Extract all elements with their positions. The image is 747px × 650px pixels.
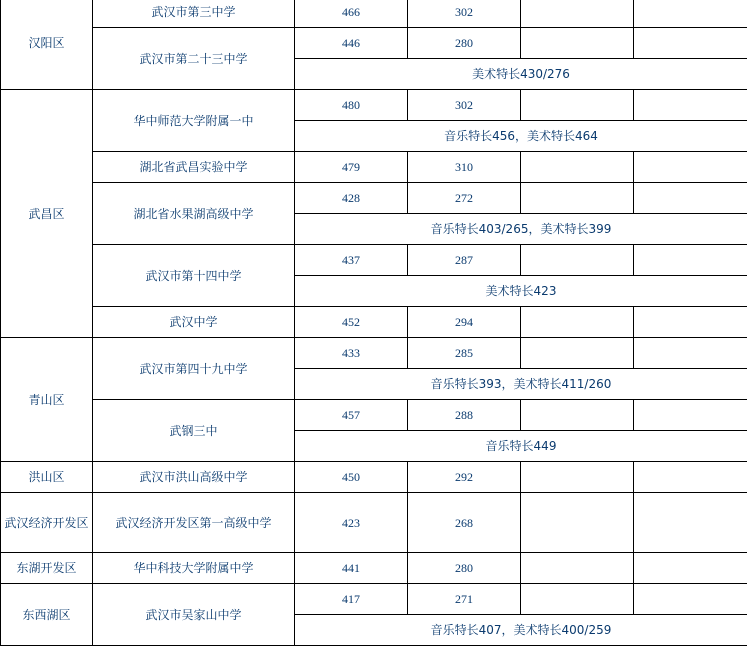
table-row xyxy=(1,493,747,553)
score-a-cell: 466 xyxy=(295,0,408,28)
school-cell: 武汉市第三中学 xyxy=(93,0,295,28)
empty-cell xyxy=(521,183,634,214)
empty-cell xyxy=(521,0,634,28)
empty-cell xyxy=(521,338,634,369)
score-a-cell: 457 xyxy=(295,400,408,431)
table-row xyxy=(1,90,747,121)
empty-cell xyxy=(634,152,747,183)
school-cell: 武汉市第二十三中学 xyxy=(93,28,295,90)
score-b-cell: 272 xyxy=(408,183,521,214)
specialty-note-cell: 美术特长423 xyxy=(295,276,747,307)
score-a-cell: 446 xyxy=(295,28,408,59)
score-b-cell: 294 xyxy=(408,307,521,338)
table-row xyxy=(1,462,747,493)
district-cell: 东湖开发区 xyxy=(1,553,93,584)
district-cell: 洪山区 xyxy=(1,462,93,493)
score-a-cell: 423 xyxy=(295,493,408,553)
school-cell: 武汉市第四十九中学 xyxy=(93,338,295,400)
empty-cell xyxy=(521,245,634,276)
table-row xyxy=(1,338,747,369)
empty-cell xyxy=(521,553,634,584)
score-b-cell: 268 xyxy=(408,493,521,553)
table-row xyxy=(1,0,747,28)
district-cell: 武昌区 xyxy=(1,90,93,338)
score-b-cell: 271 xyxy=(408,584,521,615)
empty-cell xyxy=(634,245,747,276)
table-row xyxy=(1,28,747,59)
school-cell: 湖北省水果湖高级中学 xyxy=(93,183,295,245)
score-a-cell: 441 xyxy=(295,553,408,584)
empty-cell xyxy=(634,553,747,584)
table-row xyxy=(1,307,747,338)
score-a-cell: 433 xyxy=(295,338,408,369)
school-cell: 湖北省武昌实验中学 xyxy=(93,152,295,183)
empty-cell xyxy=(521,584,634,615)
specialty-note-cell: 音乐特长449 xyxy=(295,431,747,462)
empty-cell xyxy=(634,28,747,59)
score-a-cell: 452 xyxy=(295,307,408,338)
score-a-cell: 428 xyxy=(295,183,408,214)
empty-cell xyxy=(521,462,634,493)
district-cell: 武汉经济开发区 xyxy=(1,493,93,553)
school-cell: 武汉市吴家山中学 xyxy=(93,584,295,646)
score-b-cell: 287 xyxy=(408,245,521,276)
table-row xyxy=(1,245,747,276)
empty-cell xyxy=(634,338,747,369)
school-cell: 华中科技大学附属中学 xyxy=(93,553,295,584)
empty-cell xyxy=(634,493,747,553)
table-row xyxy=(1,400,747,431)
score-b-cell: 292 xyxy=(408,462,521,493)
specialty-note-cell: 美术特长430/276 xyxy=(295,59,747,90)
empty-cell xyxy=(634,584,747,615)
empty-cell xyxy=(634,307,747,338)
score-b-cell: 285 xyxy=(408,338,521,369)
district-cell: 汉阳区 xyxy=(1,0,93,90)
empty-cell xyxy=(521,152,634,183)
empty-cell xyxy=(521,28,634,59)
empty-cell xyxy=(521,400,634,431)
score-a-cell: 450 xyxy=(295,462,408,493)
score-b-cell: 302 xyxy=(408,0,521,28)
empty-cell xyxy=(634,0,747,28)
score-b-cell: 288 xyxy=(408,400,521,431)
specialty-note-cell: 音乐特长456，美术特长464 xyxy=(295,121,747,152)
empty-cell xyxy=(634,400,747,431)
empty-cell xyxy=(634,462,747,493)
empty-cell xyxy=(521,307,634,338)
table-row xyxy=(1,183,747,214)
score-a-cell: 479 xyxy=(295,152,408,183)
school-cell: 武汉经济开发区第一高级中学 xyxy=(93,493,295,553)
district-cell: 青山区 xyxy=(1,338,93,462)
school-cell: 武钢三中 xyxy=(93,400,295,462)
score-a-cell: 480 xyxy=(295,90,408,121)
empty-cell xyxy=(634,183,747,214)
district-cell: 东西湖区 xyxy=(1,584,93,646)
table-row xyxy=(1,584,747,615)
score-b-cell: 280 xyxy=(408,28,521,59)
score-b-cell: 280 xyxy=(408,553,521,584)
table-row xyxy=(1,553,747,584)
empty-cell xyxy=(521,493,634,553)
table-row xyxy=(1,152,747,183)
empty-cell xyxy=(521,90,634,121)
school-cell: 武汉中学 xyxy=(93,307,295,338)
school-cell: 华中师范大学附属一中 xyxy=(93,90,295,152)
score-a-cell: 417 xyxy=(295,584,408,615)
score-b-cell: 302 xyxy=(408,90,521,121)
score-b-cell: 310 xyxy=(408,152,521,183)
score-a-cell: 437 xyxy=(295,245,408,276)
specialty-note-cell: 音乐特长407，美术特长400/259 xyxy=(295,615,747,646)
school-cell: 武汉市第十四中学 xyxy=(93,245,295,307)
empty-cell xyxy=(634,90,747,121)
specialty-note-cell: 音乐特长393，美术特长411/260 xyxy=(295,369,747,400)
specialty-note-cell: 音乐特长403/265，美术特长399 xyxy=(295,214,747,245)
school-cell: 武汉市洪山高级中学 xyxy=(93,462,295,493)
